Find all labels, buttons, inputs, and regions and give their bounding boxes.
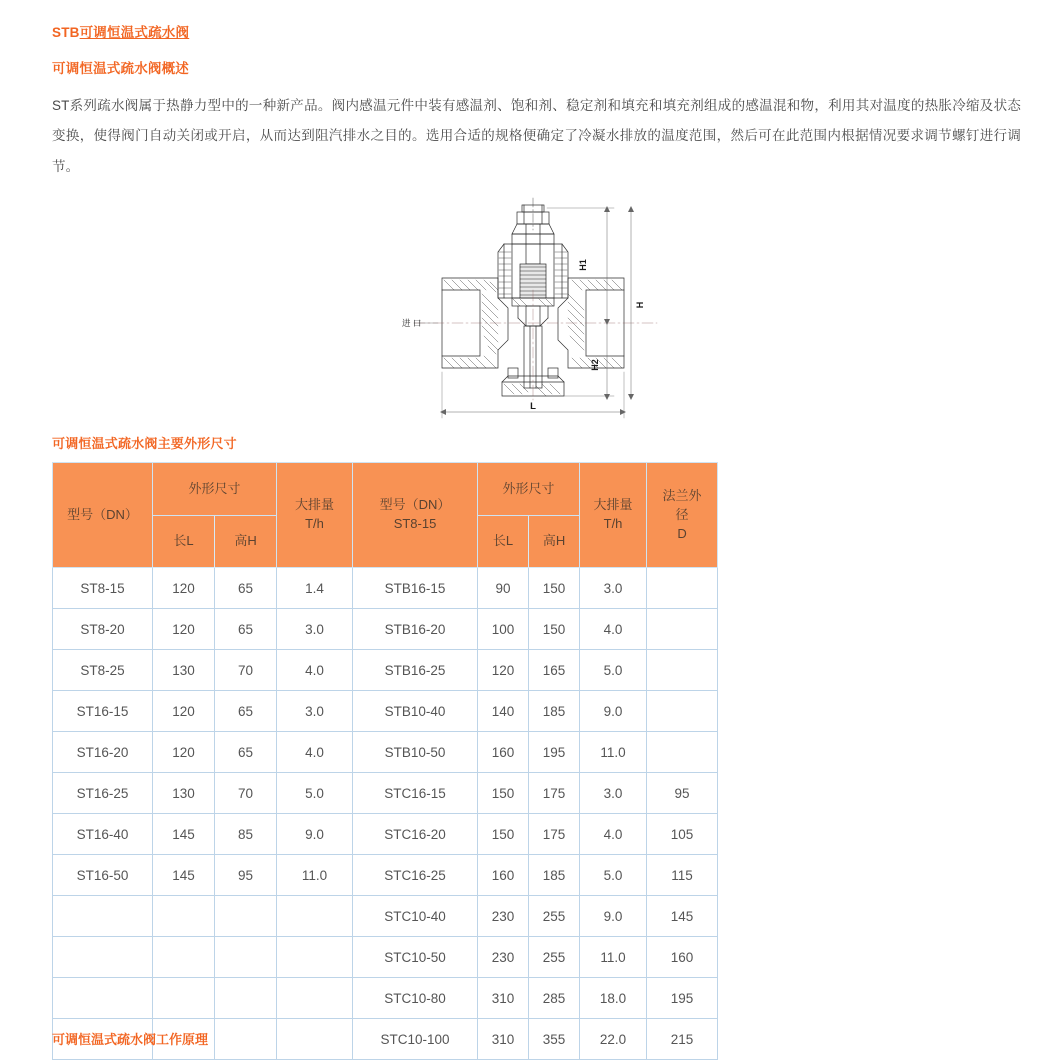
cell-flow-left — [277, 937, 353, 978]
cell-model-left: ST16-40 — [53, 814, 153, 855]
diagram-label-inlet: 进 口 — [401, 318, 421, 329]
cell-length-right: 230 — [478, 896, 529, 937]
cell-flange-diameter: 105 — [647, 814, 718, 855]
next-section-heading-clipped — [52, 1029, 208, 1039]
col-header-flow-left — [277, 463, 353, 568]
col-header-model-right-line1: 型号（DN） — [379, 497, 451, 513]
cell-model-left — [53, 937, 153, 978]
cell-height-right: 185 — [529, 855, 580, 896]
cell-model-left: ST16-15 — [53, 691, 153, 732]
cell-model-right: STC16-20 — [353, 814, 478, 855]
col-header-flow-left-line2: T/h — [305, 516, 324, 532]
col-header-dims-left: 外形尺寸 — [153, 463, 277, 516]
cell-length-left: 120 — [153, 732, 215, 773]
cell-height-left: 95 — [215, 855, 277, 896]
cell-flow-left — [277, 978, 353, 1019]
cell-height-left: 70 — [215, 650, 277, 691]
cell-length-left: 120 — [153, 691, 215, 732]
cell-height-left: 85 — [215, 814, 277, 855]
cell-length-right: 150 — [478, 814, 529, 855]
col-header-flange-line3: D — [677, 525, 687, 541]
cell-model-right: STC16-15 — [353, 773, 478, 814]
cell-length-left — [153, 937, 215, 978]
cell-length-left: 130 — [153, 650, 215, 691]
cell-flow-right: 3.0 — [580, 773, 647, 814]
col-header-flange-line2: 径 — [675, 506, 689, 522]
table-row — [53, 609, 718, 650]
cell-flow-right: 5.0 — [580, 855, 647, 896]
cell-flow-left: 4.0 — [277, 650, 353, 691]
cell-model-left: ST8-25 — [53, 650, 153, 691]
cell-height-left: 65 — [215, 732, 277, 773]
cell-flange-diameter — [647, 691, 718, 732]
cell-length-left: 130 — [153, 773, 215, 814]
dimension-label-h2: H2 — [589, 359, 600, 371]
cell-flow-left — [277, 896, 353, 937]
cell-height-right: 255 — [529, 937, 580, 978]
table-row — [53, 732, 718, 773]
cell-length-right: 90 — [478, 568, 529, 609]
dimension-label-h: H — [634, 301, 645, 309]
cell-model-left: ST16-20 — [53, 732, 153, 773]
cell-flow-left: 3.0 — [277, 691, 353, 732]
valve-cross-section-drawing — [402, 190, 672, 425]
col-header-model-right-line2: ST8-15 — [393, 516, 437, 532]
cell-flow-right: 11.0 — [580, 937, 647, 978]
table-row — [53, 773, 718, 814]
cell-length-right: 150 — [478, 773, 529, 814]
page-title-prefix: STB — [52, 25, 80, 40]
cell-flange-diameter: 215 — [647, 1019, 718, 1060]
table-row — [53, 650, 718, 691]
table-row — [53, 814, 718, 855]
dimension-label-l: L — [529, 401, 536, 413]
cell-flow-right: 9.0 — [580, 691, 647, 732]
cell-length-right: 230 — [478, 937, 529, 978]
cell-height-right: 175 — [529, 773, 580, 814]
cell-flow-right: 3.0 — [580, 568, 647, 609]
cell-flow-left: 5.0 — [277, 773, 353, 814]
cell-length-left — [153, 896, 215, 937]
cell-flow-left: 1.4 — [277, 568, 353, 609]
cell-flow-left: 3.0 — [277, 609, 353, 650]
cell-length-right: 160 — [478, 855, 529, 896]
cell-height-left: 70 — [215, 773, 277, 814]
cell-height-right: 355 — [529, 1019, 580, 1060]
table-row — [53, 896, 718, 937]
table-caption: 可调恒温式疏水阀主要外形尺寸 — [52, 436, 237, 452]
cell-height-right: 255 — [529, 896, 580, 937]
cell-model-left: ST8-20 — [53, 609, 153, 650]
cell-length-left: 145 — [153, 855, 215, 896]
cell-height-left: 65 — [215, 691, 277, 732]
cell-model-right: STC10-80 — [353, 978, 478, 1019]
col-header-model-right — [353, 463, 478, 568]
cell-flow-right: 11.0 — [580, 732, 647, 773]
cell-flow-right: 4.0 — [580, 814, 647, 855]
cell-flow-left: 9.0 — [277, 814, 353, 855]
cell-model-right: STC10-40 — [353, 896, 478, 937]
cell-flange-diameter: 160 — [647, 937, 718, 978]
cell-flow-left: 4.0 — [277, 732, 353, 773]
cell-height-right: 185 — [529, 691, 580, 732]
cell-flow-right: 5.0 — [580, 650, 647, 691]
cell-model-right: STB16-20 — [353, 609, 478, 650]
cell-height-right: 150 — [529, 609, 580, 650]
cell-model-right: STC16-25 — [353, 855, 478, 896]
overview-paragraph: ST系列疏水阀属于热静力型中的一种新产品。阀内感温元件中装有感温剂、饱和剂、稳定剂和填充和填充剂组成的感温混和物，利用其对温度的热胀冷缩及状态变换，使得阀门自动关闭或开启，从而达到阻汽排水之目的。选用合适的规格便确定了冷凝水排放的温度范围，然后可在此范围内根据情况要求调节螺钉进行调节。 — [52, 98, 1021, 174]
cell-model-left — [53, 896, 153, 937]
col-header-flange-diameter — [647, 463, 718, 568]
table-row — [53, 855, 718, 896]
cell-model-right: STB10-40 — [353, 691, 478, 732]
cell-length-left: 145 — [153, 814, 215, 855]
table-row — [53, 937, 718, 978]
cell-length-right: 100 — [478, 609, 529, 650]
cell-height-left — [215, 1019, 277, 1060]
table-header — [53, 463, 718, 568]
cell-model-left — [53, 978, 153, 1019]
cell-flange-diameter — [647, 568, 718, 609]
cell-flow-right: 18.0 — [580, 978, 647, 1019]
page-title-link[interactable]: 可调恒温式疏水阀 — [79, 25, 190, 40]
cell-height-left — [215, 937, 277, 978]
cell-model-right: STB16-25 — [353, 650, 478, 691]
table-row — [53, 691, 718, 732]
section-heading-overview: 可调恒温式疏水阀概述 — [52, 60, 189, 76]
table-row — [53, 978, 718, 1019]
dimension-label-h1: H1 — [577, 259, 588, 271]
cell-length-left — [153, 978, 215, 1019]
table-row — [53, 568, 718, 609]
cell-length-left: 120 — [153, 609, 215, 650]
col-header-flow-right-line1: 大排量 — [593, 497, 633, 513]
cell-height-left: 65 — [215, 568, 277, 609]
diagram-container — [52, 190, 1021, 425]
cell-flange-diameter: 115 — [647, 855, 718, 896]
col-header-flow-right-line2: T/h — [603, 516, 623, 532]
cell-model-left: ST16-50 — [53, 855, 153, 896]
col-header-height-left: 高H — [215, 516, 277, 568]
page-title — [52, 24, 1021, 42]
col-header-flange-line1: 法兰外 — [662, 487, 702, 503]
cell-height-right: 175 — [529, 814, 580, 855]
cell-model-right: STC10-100 — [353, 1019, 478, 1060]
col-header-flow-right — [580, 463, 647, 568]
cell-height-left: 65 — [215, 609, 277, 650]
col-header-length-right: 长L — [478, 516, 529, 568]
col-header-dims-right: 外形尺寸 — [478, 463, 580, 516]
cell-flow-right: 4.0 — [580, 609, 647, 650]
cell-model-right: STC10-50 — [353, 937, 478, 978]
cell-height-left — [215, 896, 277, 937]
col-header-length-left: 长L — [153, 516, 215, 568]
cell-model-left: ST8-15 — [53, 568, 153, 609]
cell-flow-right: 9.0 — [580, 896, 647, 937]
cell-length-right: 310 — [478, 1019, 529, 1060]
dimensions-table — [52, 462, 718, 1060]
col-header-model-left: 型号（DN） — [53, 463, 153, 568]
cell-height-right: 165 — [529, 650, 580, 691]
cell-flow-left — [277, 1019, 353, 1060]
cell-flange-diameter — [647, 609, 718, 650]
cell-flange-diameter — [647, 650, 718, 691]
cell-flange-diameter — [647, 732, 718, 773]
col-header-height-right: 高H — [529, 516, 580, 568]
cell-flange-diameter: 95 — [647, 773, 718, 814]
cell-length-right: 120 — [478, 650, 529, 691]
cell-flow-right: 22.0 — [580, 1019, 647, 1060]
cell-height-right: 195 — [529, 732, 580, 773]
cell-model-left: ST16-25 — [53, 773, 153, 814]
cell-flow-left: 11.0 — [277, 855, 353, 896]
cell-model-right: STB16-15 — [353, 568, 478, 609]
cell-flange-diameter: 145 — [647, 896, 718, 937]
cell-height-right: 150 — [529, 568, 580, 609]
table-body — [53, 568, 718, 1060]
cell-height-right: 285 — [529, 978, 580, 1019]
col-header-flow-left-line1: 大排量 — [295, 497, 335, 513]
cell-length-left: 120 — [153, 568, 215, 609]
cell-height-left — [215, 978, 277, 1019]
cell-model-right: STB10-50 — [353, 732, 478, 773]
cell-length-right: 140 — [478, 691, 529, 732]
cell-length-right: 160 — [478, 732, 529, 773]
cell-length-right: 310 — [478, 978, 529, 1019]
cell-flange-diameter: 195 — [647, 978, 718, 1019]
